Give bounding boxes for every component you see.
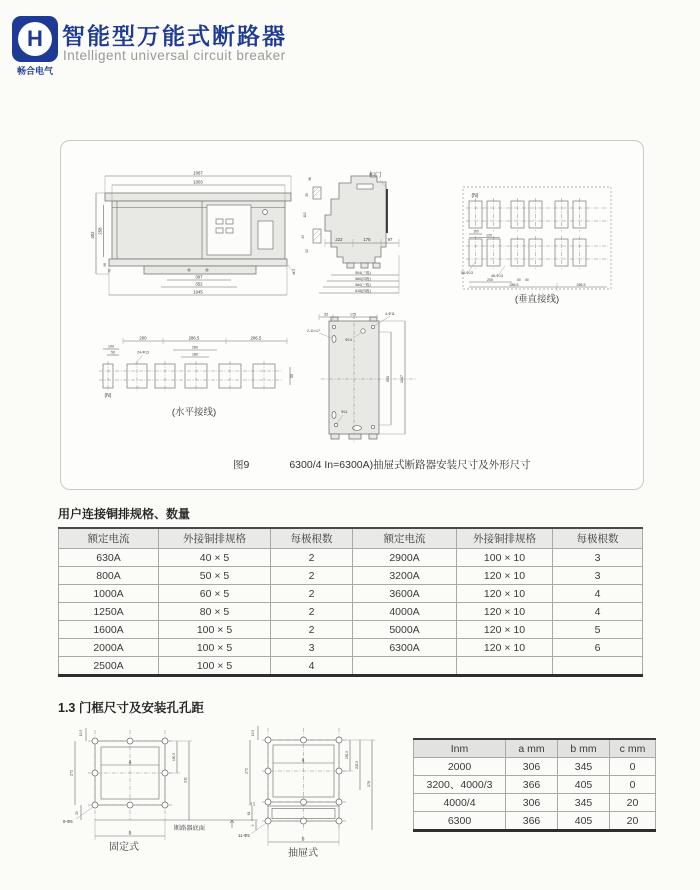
dim-label: 286.5 [509, 282, 519, 287]
table-cell: 345 [558, 758, 610, 776]
table-cell: 50 × 5 [159, 567, 271, 585]
table-cell: 2 [271, 621, 353, 639]
dim-label: 26 [249, 802, 253, 806]
dim-label: 50 [290, 374, 294, 378]
table-cell: 0 [610, 776, 656, 794]
column-header: 外接铜排规格 [159, 528, 271, 549]
front-view-drawing [89, 169, 304, 299]
dim-label: b [128, 830, 132, 837]
dim-label: 24-Φ13 [137, 350, 150, 355]
table-cell: 2 [271, 585, 353, 603]
cabinet-door-label: 柜门 [368, 172, 382, 179]
busbar-header-row [59, 528, 643, 549]
table-cell: 4000/4 [414, 794, 506, 812]
column-header: 额定电流 [59, 528, 159, 549]
page-title: 智能型万能式断路器 [62, 23, 287, 49]
dim-label: 19.5 [79, 729, 83, 737]
table-cell: 800A [59, 567, 159, 585]
column-header: b mm [558, 739, 610, 758]
table-cell: 3 [553, 567, 643, 585]
dim-label: 120 [486, 233, 492, 238]
table-cell: 120 × 10 [457, 585, 553, 603]
dim-label: 1067 [193, 170, 203, 176]
table-cell: 5 [553, 621, 643, 639]
dim-label: 1045 [193, 289, 203, 295]
drawer-type-shapes [262, 728, 346, 830]
mounting-plate-drawing [307, 307, 447, 452]
table-cell: 120 × 10 [457, 639, 553, 657]
dim-label: 272 [69, 770, 74, 776]
dim-label: 48-Φ13 [491, 274, 504, 278]
dim-label: 100 [473, 229, 479, 234]
side-view-drawing [301, 159, 433, 311]
table-cell [353, 657, 457, 676]
busbar-table [58, 527, 643, 677]
dim-label: 29 [75, 811, 79, 815]
table-cell: 100 × 5 [159, 621, 271, 639]
dim-label: 175 [363, 237, 371, 242]
table-cell: 60 × 5 [159, 585, 271, 603]
figure-number: 图9 [233, 459, 250, 471]
dim-label: 286.5 [188, 335, 200, 341]
table-cell: 2 [271, 549, 353, 567]
table-cell: 80 × 5 [159, 603, 271, 621]
neutral-label: (N) [471, 193, 479, 199]
column-header: a mm [506, 739, 558, 758]
dim-label: 36 [308, 177, 312, 181]
dim-label: 33 [324, 312, 328, 317]
column-header: 每极根数 [553, 528, 643, 549]
page-subtitle: Intelligent universal circuit breaker [63, 48, 286, 63]
drawer-type-dimension-lines [250, 726, 375, 846]
table-cell: 120 × 10 [457, 567, 553, 585]
table-cell: 1600A [59, 621, 159, 639]
dim-label: 19.5 [251, 729, 255, 737]
logo-letter: H [18, 22, 52, 56]
dim-label: 260 [192, 345, 198, 350]
figure-caption-text: 6300/4 In=6300A)抽屉式断路器安装尺寸及外形尺寸 [289, 459, 531, 471]
column-header: c mm [610, 739, 656, 758]
table-cell [553, 657, 643, 676]
dim-label: 200 [487, 277, 493, 282]
column-header: 每极根数 [271, 528, 353, 549]
dim-label: 150.5 [345, 751, 349, 759]
dim-label: Φ11 [341, 410, 348, 414]
table-cell: 0 [610, 758, 656, 776]
table-cell: 2 [271, 567, 353, 585]
table-cell: 4 [553, 585, 643, 603]
section-heading: 1.3 门框尺寸及安装孔孔距 [58, 701, 204, 715]
table-cell: 306 [506, 758, 558, 776]
table-cell: 120 × 10 [457, 603, 553, 621]
dim-label: 100 [108, 344, 114, 349]
dim-label: 175 [350, 312, 356, 317]
dim-label: 150.5 [172, 753, 176, 761]
drawer-type-drawing [238, 718, 413, 863]
table-cell: 3 [553, 549, 643, 567]
door-header-row [414, 739, 656, 758]
table-cell: 40 × 5 [159, 549, 271, 567]
side-view-shapes [313, 176, 387, 268]
column-header: 外接铜排规格 [457, 528, 553, 549]
vertical-connection-shapes [463, 187, 611, 289]
table-cell: 20 [610, 812, 656, 831]
fixed-type-caption: 固定式 [109, 842, 139, 853]
table-cell: 100 × 10 [457, 549, 553, 567]
figure-panel [60, 140, 644, 490]
column-header: 额定电流 [353, 528, 457, 549]
table-row [59, 639, 643, 657]
table-cell: 405 [558, 812, 610, 831]
dim-label: 180 [192, 352, 198, 357]
dim-label: 2-11×17 [307, 329, 321, 333]
table-cell: 100 × 5 [159, 657, 271, 676]
fixed-type-drawing [62, 720, 262, 855]
vertical-connection-drawing [459, 181, 617, 307]
dim-label: 60 [525, 277, 529, 282]
table-cell: 366 [506, 776, 558, 794]
table-cell: 6 [553, 639, 643, 657]
dim-label: 112 [303, 212, 307, 218]
table-cell: 6300A [353, 639, 457, 657]
table-cell: 5000A [353, 621, 457, 639]
dim-label: 9 [251, 824, 255, 827]
dim-label: 580(四极) [355, 276, 371, 281]
table-cell: 3200、4000/3 [414, 776, 506, 794]
dim-label: 4-Φ11 [385, 312, 395, 316]
horizontal-connection-drawing [87, 331, 302, 431]
table-row [59, 603, 643, 621]
table-cell: 4000A [353, 603, 457, 621]
table-row [59, 585, 643, 603]
fixed-type-shapes [88, 730, 258, 828]
table-cell: 2000A [59, 639, 159, 657]
company-logo [12, 16, 58, 62]
column-header: Inm [414, 739, 506, 758]
dim-label: 352 [195, 281, 203, 287]
dim-label: 311 [183, 777, 188, 783]
horizontal-connection-shapes [99, 361, 283, 391]
neutral-label: (N) [104, 393, 112, 399]
dim-label: 1037 [400, 375, 404, 383]
dim-label: 378 [367, 781, 371, 787]
table-row [59, 657, 643, 676]
dim-label: 222 [335, 237, 343, 242]
table-cell: 3600A [353, 585, 457, 603]
figure-caption [61, 457, 643, 472]
dim-label: 8-Φ5 [63, 819, 73, 824]
fixed-type-dimension-lines [75, 728, 192, 840]
dim-label: 98 [103, 263, 107, 267]
dim-label: 43 [301, 235, 305, 239]
dim-label: 286.5 [250, 335, 262, 341]
table-cell: 4 [553, 603, 643, 621]
dim-label: 44.5 [292, 268, 296, 276]
dim-label: 11-Φ5 [238, 833, 250, 838]
dim-label: 200 [139, 335, 147, 341]
table-row [59, 621, 643, 639]
dim-label: 307 [195, 274, 203, 280]
horizontal-connection-caption: (水平接线) [171, 407, 217, 418]
dim-label: 258 [97, 227, 103, 235]
dim-label: 56-Φ13 [461, 271, 474, 275]
table-cell: 366 [506, 812, 558, 831]
dim-label: 272 [244, 768, 249, 774]
dim-label: 70 [107, 269, 112, 273]
table-row [414, 776, 656, 794]
table-cell: 345 [558, 794, 610, 812]
table-cell: 6300 [414, 812, 506, 831]
table-row [59, 567, 643, 585]
table-cell: 2000 [414, 758, 506, 776]
door-frame-table [413, 738, 656, 832]
dim-label: 286.5 [576, 282, 586, 287]
dim-label: 50 [111, 350, 115, 355]
table-cell: 2500A [59, 657, 159, 676]
dim-label: a [301, 757, 305, 764]
table-cell: 3 [271, 639, 353, 657]
table-cell: 120 × 10 [457, 621, 553, 639]
dim-label: 92 [305, 249, 309, 253]
table-cell [457, 657, 553, 676]
dim-label: 560(三极) [355, 282, 371, 287]
dim-label: 1003 [193, 179, 203, 185]
dim-label: Φ14 [345, 338, 352, 342]
table-cell: 1000A [59, 585, 159, 603]
dim-label: 60 [517, 277, 521, 282]
dim-label: b [301, 836, 305, 843]
table-cell: 4 [271, 657, 353, 676]
vertical-connection-caption: (垂直接线) [514, 294, 560, 305]
table-cell: 2900A [353, 549, 457, 567]
table-cell: 3200A [353, 567, 457, 585]
table-cell: 630A [59, 549, 159, 567]
dim-label: 616(四极) [355, 288, 371, 293]
table-cell: 20 [610, 794, 656, 812]
table-row [414, 812, 656, 831]
table-cell: 2 [271, 603, 353, 621]
dim-label: a [128, 759, 132, 766]
table-cell: 100 × 5 [159, 639, 271, 657]
table-cell: 1250A [59, 603, 159, 621]
table-cell: 405 [558, 776, 610, 794]
table-row [59, 549, 643, 567]
front-view-shapes [105, 193, 291, 274]
dim-label: 30 [305, 193, 309, 197]
drawer-type-caption: 抽屉式 [288, 848, 318, 859]
dim-label: 61 [247, 811, 251, 816]
dim-label: 452 [90, 231, 95, 239]
table-cell: 306 [506, 794, 558, 812]
dim-label: 97 [387, 237, 393, 242]
busbar-table-title: 用户连接铜排规格、数量 [58, 507, 191, 521]
company-name: 畅合电气 [16, 66, 53, 76]
breaker-bottom-label: 断路器底面 [174, 825, 205, 832]
dim-label: 202.5 [355, 761, 359, 769]
dim-label: 933 [386, 376, 390, 382]
table-row [414, 758, 656, 776]
dim-label: 504(三极) [355, 270, 371, 275]
table-row [414, 794, 656, 812]
